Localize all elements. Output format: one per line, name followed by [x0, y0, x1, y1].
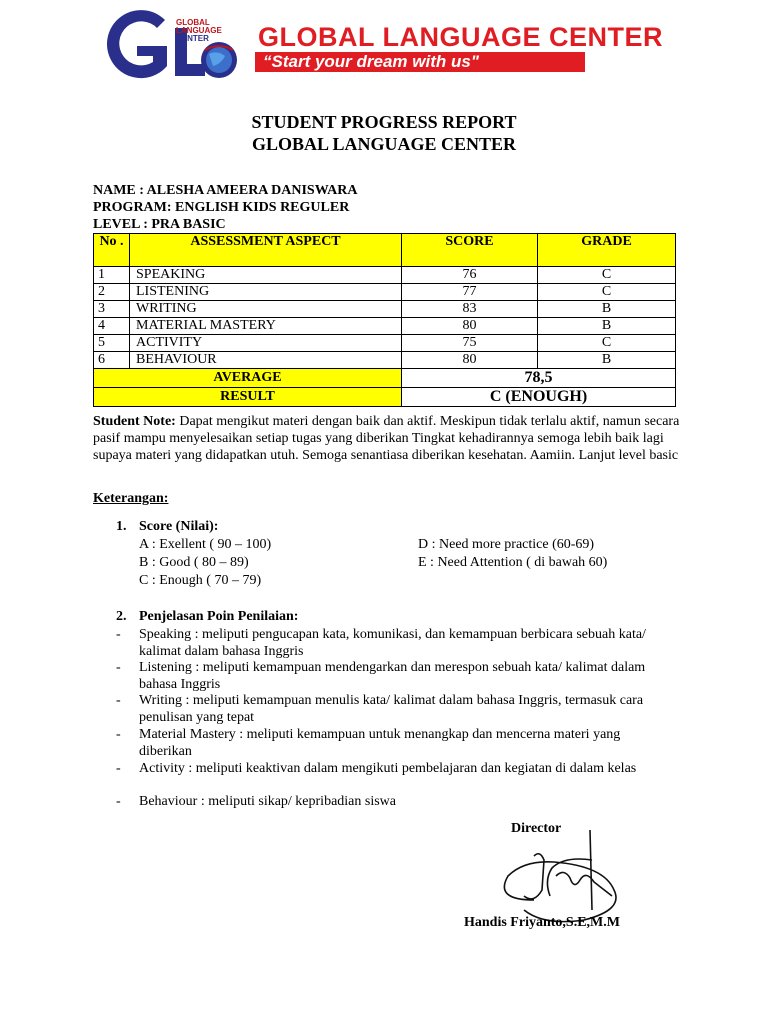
- explanation-listening: Listening : meliputi kemampuan mendengarkan dan merespon sebuah kata/ kalimat dalam bahasa Inggris: [139, 660, 646, 692]
- average-row: [94, 369, 676, 388]
- row-aspect: LISTENING: [130, 284, 402, 301]
- table-header-row: [94, 234, 676, 267]
- row-no: 1: [94, 267, 130, 284]
- grade-b: B : Good ( 80 – 89): [139, 555, 249, 570]
- row-grade: C: [538, 267, 676, 284]
- row-no: 2: [94, 284, 130, 301]
- table-row: [94, 284, 676, 301]
- result-row: [94, 388, 676, 407]
- row-grade: B: [538, 352, 676, 369]
- score-table: [93, 233, 676, 407]
- row-aspect: WRITING: [130, 301, 402, 318]
- student-program: PROGRAM: ENGLISH KIDS REGULER: [93, 200, 350, 215]
- header-grade: GRADE: [538, 234, 676, 267]
- row-score: 80: [402, 352, 538, 369]
- grade-a: A : Exellent ( 90 – 100): [139, 537, 272, 552]
- signature-role: Director: [511, 821, 562, 836]
- explanation-speaking: Speaking : meliputi pengucapan kata, komunikasi, dan kemampuan berbicara sebuah kata/ kalimat dalam bahasa Inggris: [139, 627, 646, 659]
- row-score: 80: [402, 318, 538, 335]
- grade-c: C : Enough ( 70 – 79): [139, 573, 262, 588]
- explanation-writing: Writing : meliputi kemampuan menulis kata/ kalimat dalam bahasa Inggris, termasuk cara penulisan yang tepat: [139, 693, 644, 725]
- report-title: STUDENT PROGRESS REPORT: [251, 112, 517, 132]
- explanation-material-mastery: Material Mastery : meliputi kemampuan untuk menangkap dan mencerna materi yang diberikan: [139, 727, 621, 759]
- note-text: Dapat mengikut materi dengan baik dan aktif. Meskipun tidak terlalu aktif, namun secara pasif mampu menyelesaikan setiap tugas yang diberikan Tingkat kehadirannya semoga lebih baik lagi supaya materi yang didapatkan utuh. Semoga senantiasa diberikan kesehatan. Aamiin. Lanjut level basic: [93, 414, 680, 463]
- grade-d: D : Need more practice (60-69): [418, 537, 595, 552]
- bullet-dash: -: [116, 627, 121, 642]
- report-subtitle: GLOBAL LANGUAGE CENTER: [251, 134, 517, 154]
- brand-tagline: “Start your dream with us": [255, 52, 585, 72]
- result-value: C (ENOUGH): [402, 388, 676, 407]
- explanation-behaviour: Behaviour : meliputi sikap/ kepribadian siswa: [139, 794, 397, 809]
- row-no: 5: [94, 335, 130, 352]
- legend-number-2: 2.: [116, 609, 127, 624]
- student-level: LEVEL : PRA BASIC: [93, 217, 226, 232]
- row-aspect: SPEAKING: [130, 267, 402, 284]
- row-score: 83: [402, 301, 538, 318]
- row-grade: C: [538, 335, 676, 352]
- table-row: [94, 352, 676, 369]
- row-no: 3: [94, 301, 130, 318]
- logo-text-center: CENTER: [176, 34, 209, 43]
- row-score: 76: [402, 267, 538, 284]
- row-grade: C: [538, 284, 676, 301]
- average-label: AVERAGE: [94, 369, 402, 388]
- brand-title: GLOBAL LANGUAGE CENTER: [258, 22, 664, 52]
- row-aspect: ACTIVITY: [130, 335, 402, 352]
- bullet-dash: -: [116, 693, 121, 708]
- explanation-activity: Activity : meliputi keaktivan dalam mengikuti pembelajaran dan kegiatan di dalam kelas: [139, 761, 637, 776]
- logo-text-global: GLOBAL: [176, 18, 210, 27]
- student-note: [93, 413, 683, 464]
- result-label: RESULT: [94, 388, 402, 407]
- row-grade: B: [538, 318, 676, 335]
- legend-number-1: 1.: [116, 519, 127, 534]
- explanation-section-title: Penjelasan Poin Penilaian:: [139, 609, 299, 624]
- header-aspect: ASSESSMENT ASPECT: [130, 234, 402, 267]
- bullet-dash: -: [116, 794, 121, 809]
- header-no: No .: [94, 234, 130, 267]
- average-value: 78,5: [402, 369, 676, 388]
- row-no: 6: [94, 352, 130, 369]
- grade-e: E : Need Attention ( di bawah 60): [418, 555, 608, 570]
- row-grade: B: [538, 301, 676, 318]
- bullet-dash: -: [116, 761, 121, 776]
- table-row: [94, 301, 676, 318]
- signature-name: Handis Friyanto,S.E,M.M: [464, 915, 620, 930]
- bullet-dash: -: [116, 727, 121, 742]
- row-no: 4: [94, 318, 130, 335]
- row-aspect: BEHAVIOUR: [130, 352, 402, 369]
- row-score: 75: [402, 335, 538, 352]
- row-aspect: MATERIAL MASTERY: [130, 318, 402, 335]
- student-name: NAME : ALESHA AMEERA DANISWARA: [93, 183, 358, 198]
- score-section-title: Score (Nilai):: [139, 519, 219, 534]
- glc-logo-icon: [93, 6, 253, 80]
- header-score: SCORE: [402, 234, 538, 267]
- table-row: [94, 318, 676, 335]
- logo-text-language: LANGUAGE: [176, 26, 222, 35]
- row-score: 77: [402, 284, 538, 301]
- bullet-dash: -: [116, 660, 121, 675]
- table-row: [94, 267, 676, 284]
- note-label: Student Note:: [93, 414, 176, 429]
- table-row: [94, 335, 676, 352]
- legend-title: Keterangan:: [93, 491, 169, 506]
